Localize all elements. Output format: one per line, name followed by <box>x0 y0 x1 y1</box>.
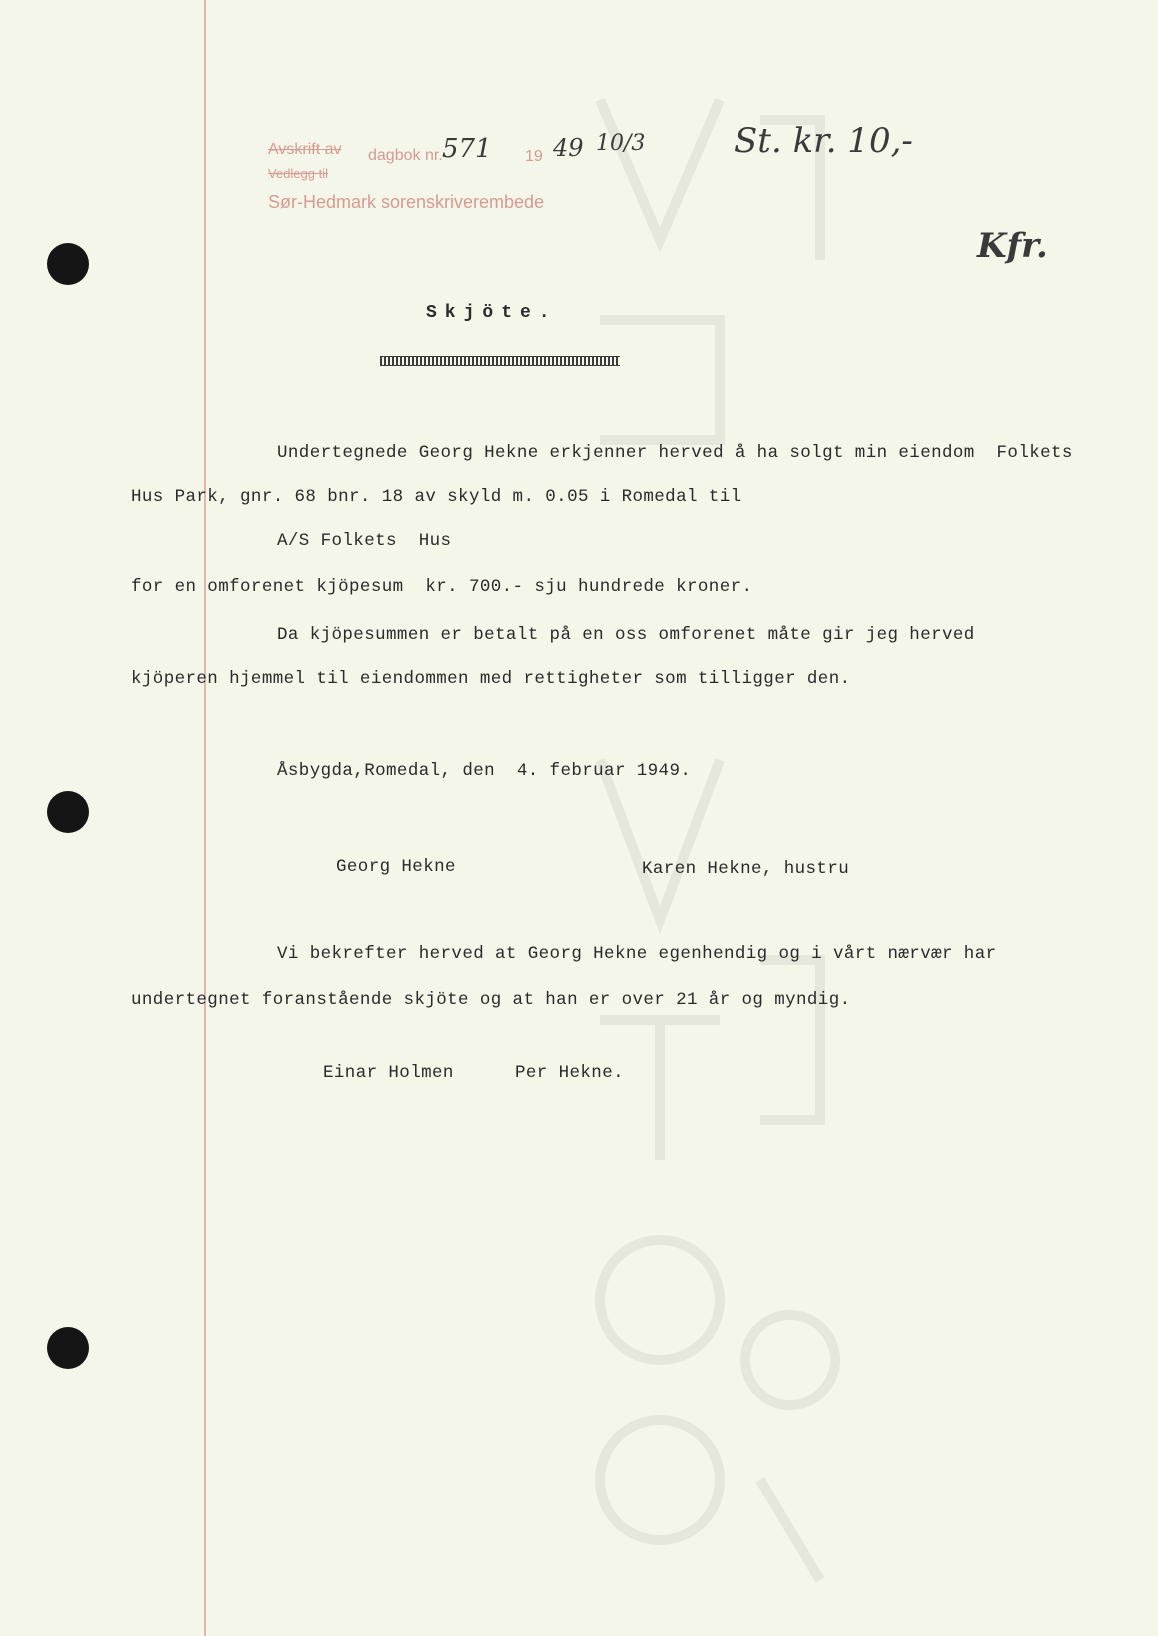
signature-wife: Karen Hekne, hustru <box>642 859 850 879</box>
stamp-diary-label: dagbok nr. <box>368 147 443 164</box>
punch-hole <box>47 791 89 833</box>
witness-signature: Per Hekne. <box>515 1063 625 1083</box>
court-office-stamp: Sør-Hedmark sorenskriverembede <box>268 192 545 212</box>
date-fraction: 10/3 <box>596 131 646 156</box>
document-title: Skjöte. <box>426 303 558 323</box>
year-suffix: 49 <box>553 134 584 162</box>
stamp-struck-attachment: Vedlegg til <box>268 166 328 181</box>
body-line: Hus Park, gnr. 68 bnr. 18 av skyld m. 0.05 i Romedal til <box>131 487 742 507</box>
punch-hole <box>47 1327 89 1369</box>
body-line: for en omforenet kjöpesum kr. 700.- sju hundrede kroner. <box>131 577 753 597</box>
diary-number: 571 <box>442 134 492 164</box>
witness-statement-line: undertegnet foranstående skjöte og at han er over 21 år og myndig. <box>131 990 851 1010</box>
body-line: Undertegnede Georg Hekne erkjenner herved å ha solgt min eiendom Folkets <box>277 443 1073 463</box>
initials: Kfr. <box>977 226 1048 266</box>
fee-note: St. kr. 10,- <box>734 121 913 161</box>
witness-statement-line: Vi bekrefter herved at Georg Hekne egenhendig og i vårt nærvær har <box>277 944 997 964</box>
stamp-struck-text: Avskrift av <box>268 141 342 158</box>
archive-watermark <box>560 60 850 1620</box>
margin-line <box>204 0 206 1636</box>
witness-signature: Einar Holmen <box>323 1063 454 1083</box>
body-line: Da kjöpesummen er betalt på en oss omforenet måte gir jeg herved <box>277 625 975 645</box>
year-prefix: 19 <box>525 148 543 165</box>
punch-hole <box>47 243 89 285</box>
signature-seller: Georg Hekne <box>336 857 456 877</box>
buyer-name: A/S Folkets Hus <box>277 531 452 551</box>
body-line: kjöperen hjemmel til eiendommen med rettigheter som tilligger den. <box>131 669 851 689</box>
place-date: Åsbygda,Romedal, den 4. februar 1949. <box>277 761 692 781</box>
title-underline <box>380 356 620 366</box>
